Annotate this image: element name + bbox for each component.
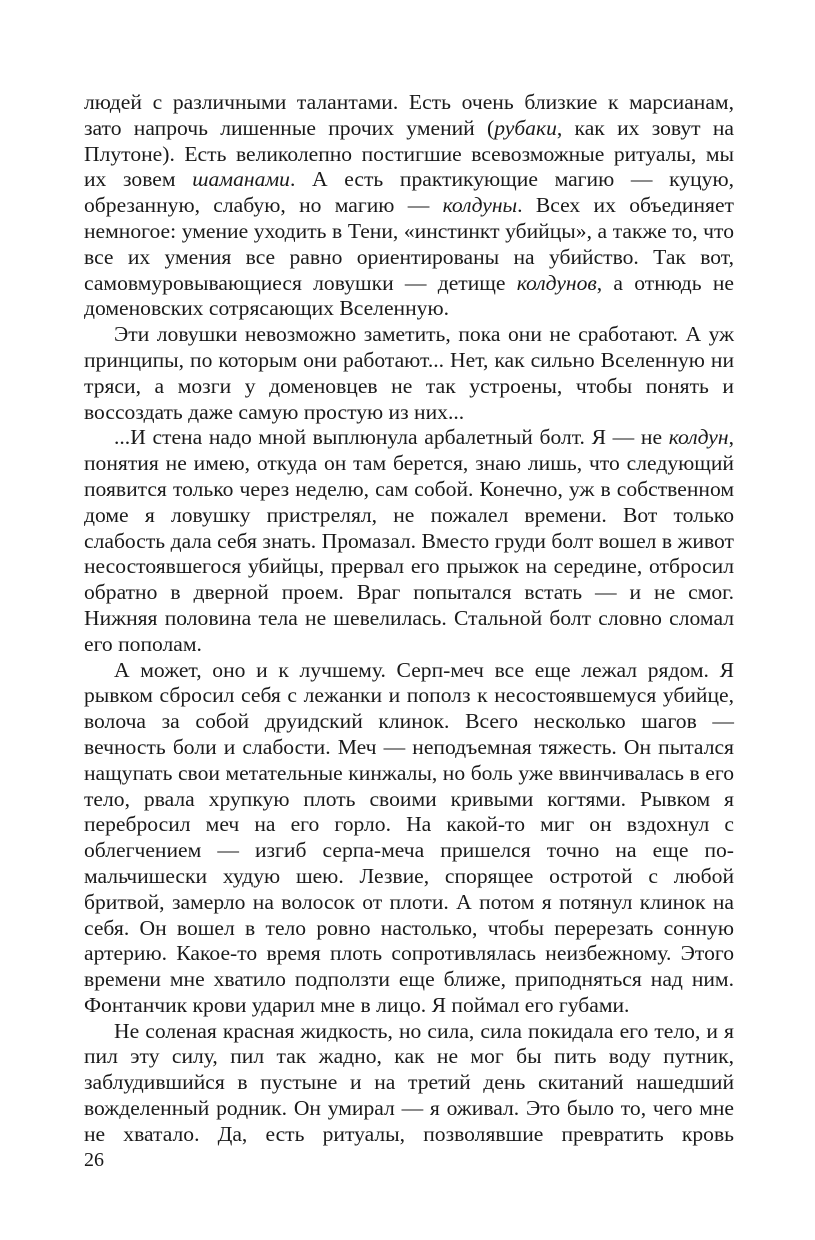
italic-text: колдунов [516,270,597,295]
text-run: , как их зовут на Плутоне). Есть великолепно постигшие всевозможные ритуалы, мы их зовем [84,115,734,192]
text-run: , а отнюдь не доменовских сотрясающих Вселенную. [84,270,734,321]
italic-text: рубаки [494,115,557,140]
text-run: Не соленая красная жидкость, но сила, сила покидала его тело, и я пил эту силу, пил так жадно, как не мог бы пить воду путник, заблудившийся в пустыне и на третий день скитаний нашедший вожделенный родник. Он умирал — я оживал. Это было то, чего мне не хватало. Да, есть ритуалы, позволявшие превратить кровь [84,1018,734,1146]
text-run: Эти ловушки невозможно заметить, пока они не сработают. А уж принципы, по которым они работают... Нет, как сильно Вселенную ни тряси, а мозги у доменовцев не так устроены, чтобы понять и воссоздать даже самую простую из них... [84,322,734,424]
page-number: 26 [84,1149,104,1171]
text-block [84,90,734,1148]
italic-text: шаманами [192,167,290,192]
text-run: ...И стена надо мной выплюнула арбалетный болт. Я — не [114,425,669,450]
text-run: А может, оно и к лучшему. Серп-меч все еще лежал рядом. Я рывком сбросил себя с лежанки и пополз к несостоявшемуся убийце, волоча за собой друидский клинок. Всего несколько шагов — вечность боли и слабости. Меч — неподъемная тяжесть. Он пытался нащупать свои метательные кинжалы, но боль уже ввинчивалась в его тело, рвала хрупкую плоть своими кривыми когтями. Рывком я перебросил меч на его горло. На какой-то миг он вздохнул с облегчением — изгиб серпа-меча пришелся точно на еще по-мальчишески худую шею. Лезвие, спорящее остротой с любой бритвой, замерло на волосок от плоти. А потом я потянул клинок на себя. Он вошел в тело ровно настолько, чтобы перерезать сонную артерию. Какое-то время плоть сопротивлялась неизбежному. Этого времени мне хватило подползти еще ближе, приподняться над ним. Фонтанчик крови ударил мне в лицо. Я поймал его губами. [84,657,734,1017]
italic-text: колдун [668,425,729,450]
paragraph [84,658,734,1019]
text-run: , понятия не имею, откуда он там берется, знаю лишь, что следующий появится только через неделю, сам собой. Конечно, уж в собственном доме я ловушку пристрелял, не пожалел времени. Вот только слабость дала себя знать. Промазал. Вместо груди болт вошел в живот несостоявшегося убийцы, прервал его прыжок на середине, отбросил обратно в дверной проем. Враг попытался встать — и не смог. Нижняя половина тела не шевелилась. Стальной болт словно сломал его пополам. [84,425,734,656]
italic-text: колдуны [442,193,518,218]
paragraph [84,322,734,425]
text-run: . А есть практикующие магию — куцую, обрезанную, слабую, но магию — [84,167,734,218]
text-run: людей с различными талантами. Есть очень близкие к марсианам, зато напрочь лишенные прочих умений ( [84,90,734,140]
paragraph [84,1019,734,1148]
text-run: . Всех их объединяет немногое: умение уходить в Тени, «инстинкт убийцы», а также то, что все их умения все равно ориентированы на убийство. Так вот, самовмуровывающиеся ловушки — детище [84,193,734,295]
paragraph [84,425,734,657]
paragraph [84,90,734,322]
